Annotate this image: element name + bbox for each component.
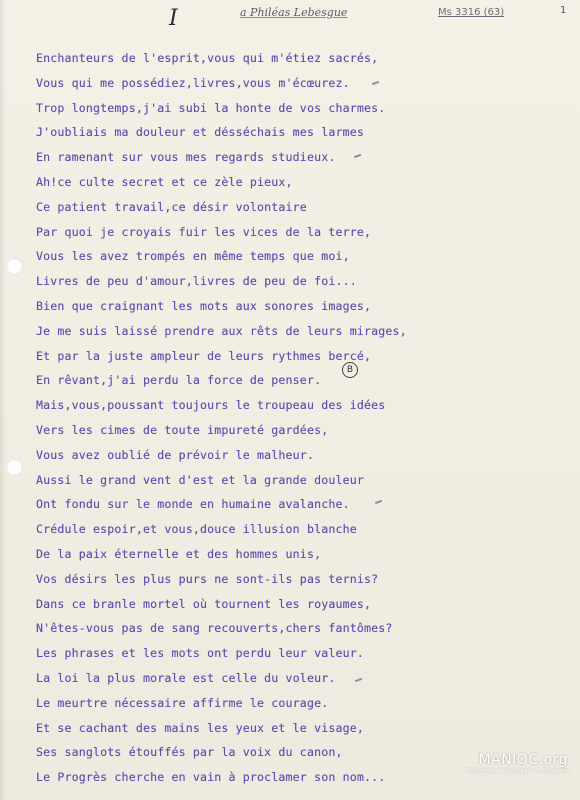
poem-line: Les phrases et les mots ont perdu leur valeur. <box>36 646 364 661</box>
poem-line: Trop longtemps,j'ai subi la honte de vos charmes. <box>36 100 386 115</box>
poem-line: J'oubliais ma douleur et désséchais mes larmes <box>36 125 364 140</box>
poem-line: N'êtes-vous pas de sang recouverts,chers fantômes? <box>36 621 393 636</box>
poem-line: Bien que craignant les mots aux sonores images, <box>36 298 372 313</box>
poem-line: Enchanteurs de l'esprit,vous qui m'étiez sacrés, <box>36 51 379 65</box>
poem-line: Par quoi je croyais fuir les vices de la terre, <box>36 224 372 239</box>
manioc-watermark <box>466 752 568 774</box>
punch-hole-top <box>6 258 23 275</box>
page-edge-shadow <box>0 0 6 800</box>
section-numeral: I <box>169 6 178 31</box>
poem-line: Mais,vous,poussant toujours le troupeau des idées <box>36 398 386 413</box>
poem-line: Vos désirs les plus purs ne sont-ils pas ternis? <box>36 571 379 586</box>
page-number: 1 <box>560 5 567 16</box>
poem-line: Le Progrès cherche en vain à proclamer son nom... <box>36 770 386 785</box>
poem-line: Vers les cimes de toute impureté gardées, <box>36 422 329 437</box>
poem-line: Vous les avez trompés en même temps que moi, <box>36 249 350 264</box>
shelfmark-label: Ms 3316 (63) <box>438 7 505 18</box>
poem-line: Ses sanglots étouffés par la voix du canon, <box>36 745 343 760</box>
poem-line: En rêvant,j'ai perdu la force de penser. <box>36 373 322 388</box>
poem-line: Dans ce branle mortel où tournent les royaumes, <box>36 596 372 611</box>
poem-line: Ah!ce culte secret et ce zèle pieux, <box>36 174 293 189</box>
poem-line: Vous avez oublié de prévoir le malheur. <box>36 447 315 462</box>
watermark-name: MANIOC.org <box>478 752 568 768</box>
poem-line: Et par la juste ampleur de leurs rythmes bercé, <box>36 348 372 363</box>
poem-text <box>36 46 407 790</box>
poem-line: Crédule espoir,et vous,douce illusion blanche <box>36 522 357 537</box>
dedication-note: a Philéas Lebesgue <box>240 6 348 19</box>
poem-line: Ce patient travail,ce désir volontaire <box>36 199 307 214</box>
poem-line: De la paix éternelle et des hommes unis, <box>36 546 322 561</box>
poem-line: Je me suis laissé prendre aux rêts de leurs mirages, <box>36 323 407 338</box>
poem-line: Et se cachant des mains les yeux et le visage, <box>36 720 364 735</box>
poem-line: Le meurtre nécessaire affirme le courage. <box>36 695 329 710</box>
library-stamp: B <box>342 362 358 378</box>
poem-line: Livres de peu d'amour,livres de peu de foi... <box>36 274 357 289</box>
poem-line: En ramenant sur vous mes regards studieux. <box>36 150 336 165</box>
punch-hole-bottom <box>6 459 23 476</box>
poem-line: La loi la plus morale est celle du voleur. <box>36 670 336 685</box>
poem-line: Aussi le grand vent d'est et la grande douleur <box>36 472 364 487</box>
poem-line: Vous qui me possédiez,livres,vous m'écœurez. <box>36 75 350 90</box>
watermark-subtitle: Bibliothèque municipale de Bordeaux <box>466 768 570 774</box>
poem-line: Ont fondu sur le monde en humaine avalanche. <box>36 497 350 512</box>
